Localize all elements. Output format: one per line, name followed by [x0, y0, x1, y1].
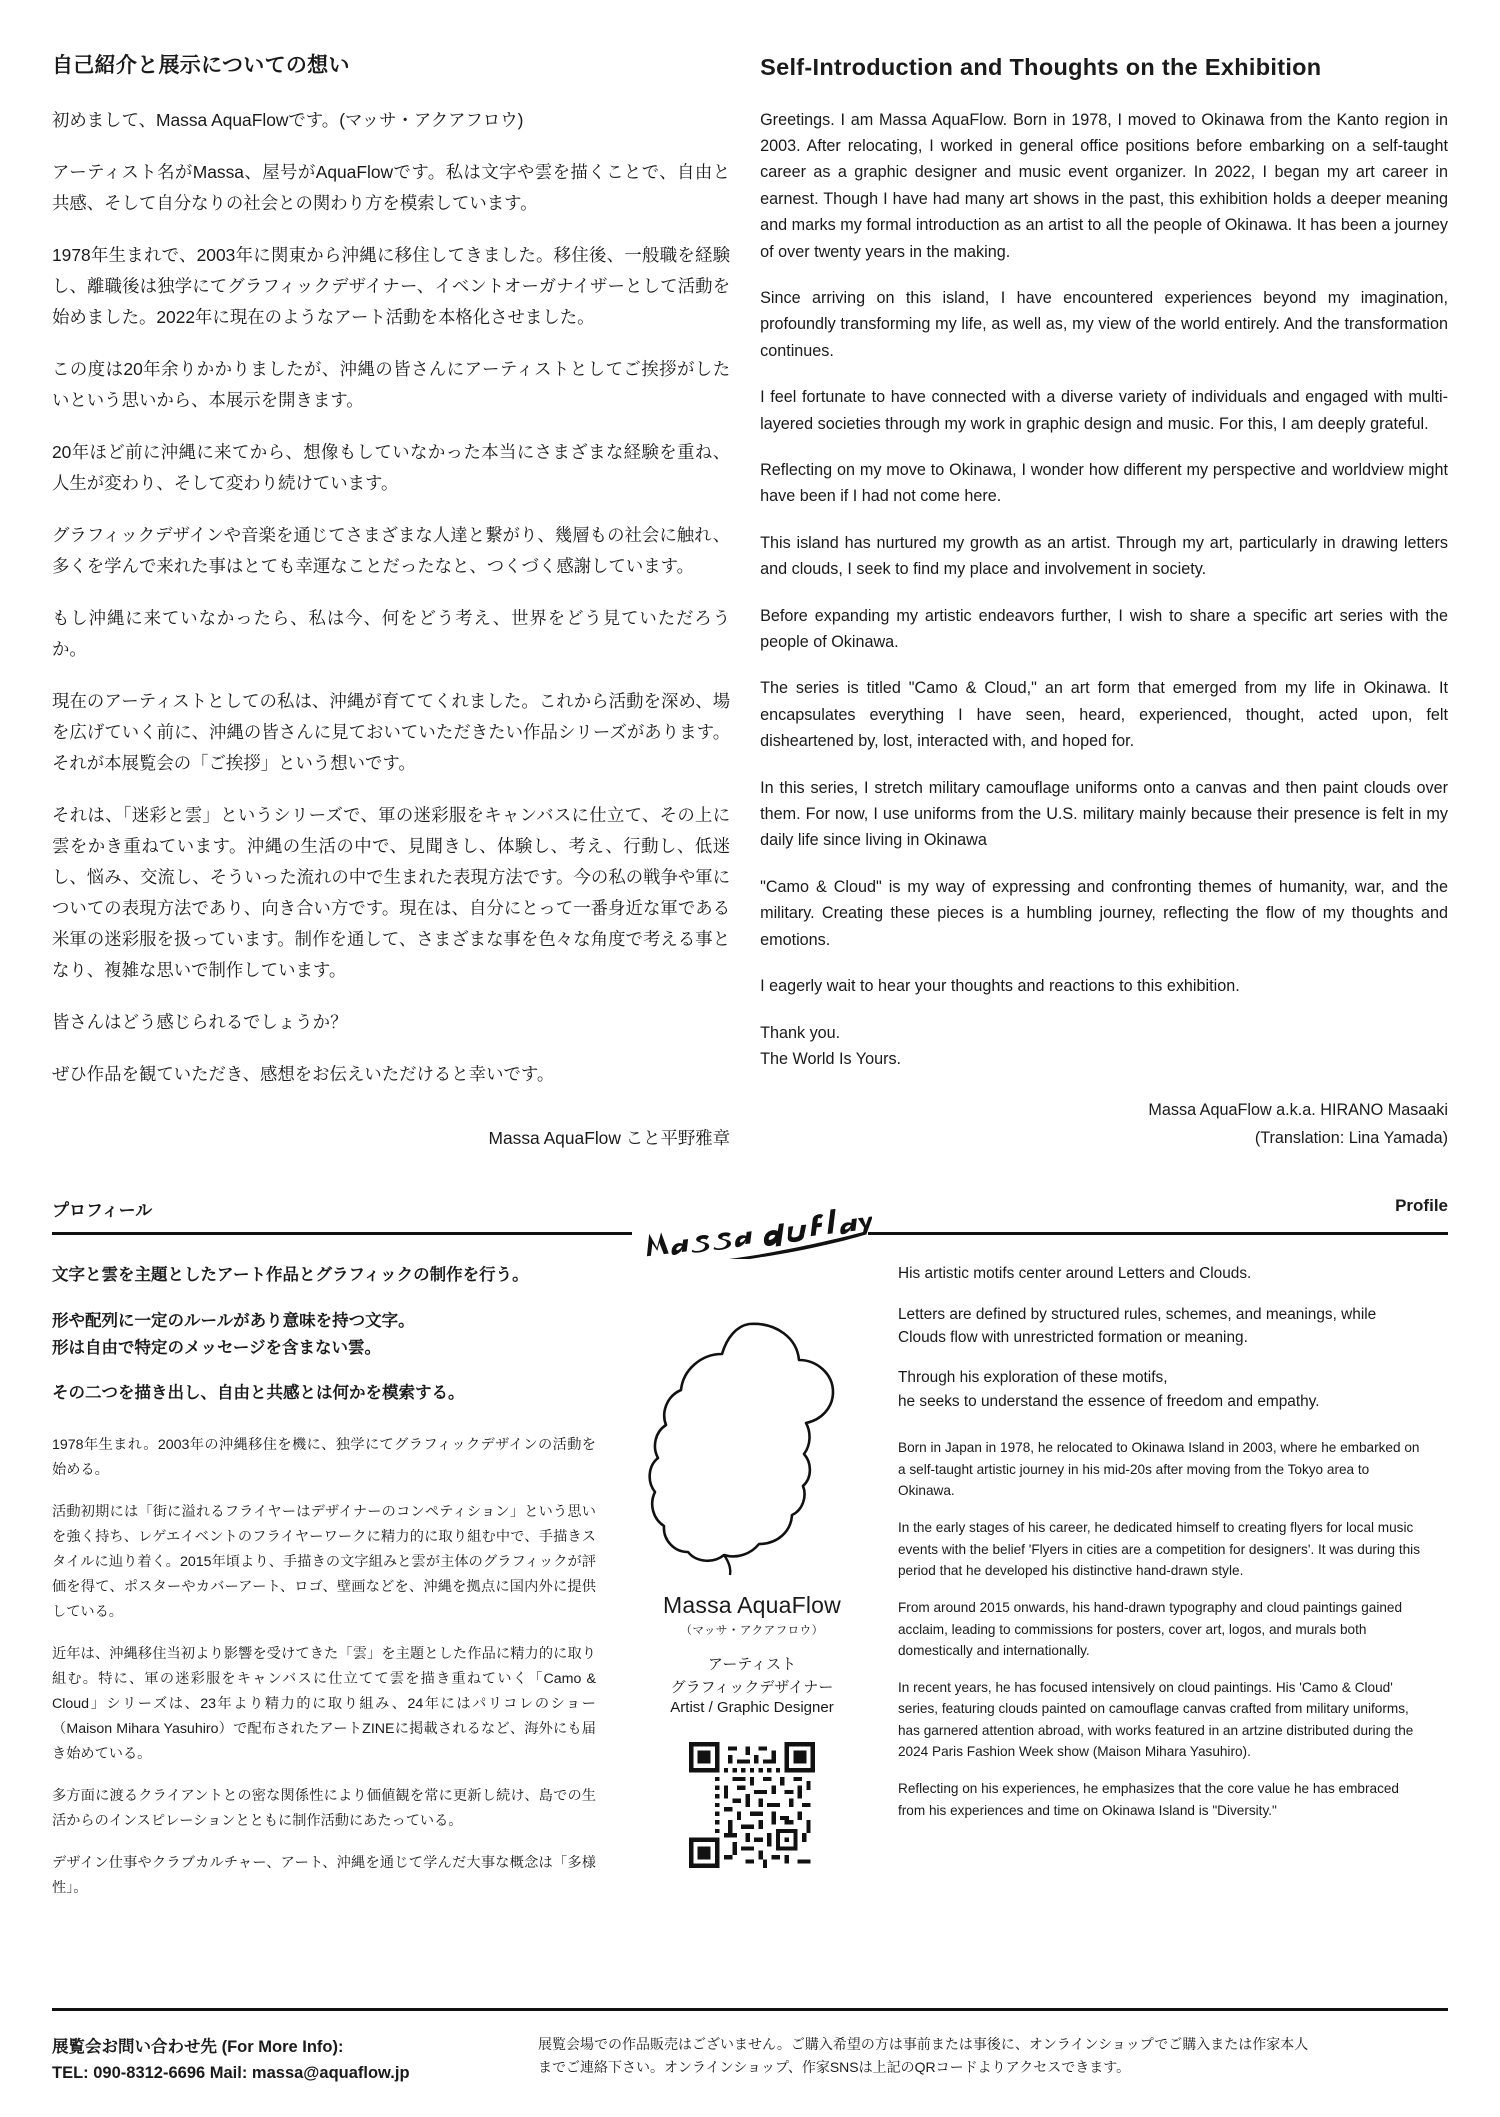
signature-en-translator: (Translation: Lina Yamada)	[1254, 1129, 1448, 1148]
intro-column-japanese	[52, 52, 730, 1152]
profile-divider-right	[868, 1232, 1448, 1235]
profile-body-en: Reflecting on his experiences, he emphasizes that the core value he has embraced from his experiences and time on Okinawa Island is "Diversity."	[898, 1781, 1399, 1818]
intro-closing-ja-line1: 皆さんはどう感じられるでしょうか？	[52, 1011, 348, 1032]
qr-code[interactable]	[689, 1742, 815, 1868]
signature-en-name: Massa AquaFlow a.k.a. HIRANO Masaaki	[1148, 1101, 1448, 1120]
intro-paragraph-en: In this series, I stretch military camouflage uniforms onto a canvas and then paint clouds over them. For now, I use uniforms from the U.S. military mainly because their presence is felt in my daily life since living in Okinawa	[760, 778, 1448, 850]
artist-role-en: Artist / Graphic Designer	[670, 1699, 834, 1717]
profile-body-ja: 活動初期には「街に溢れるフライヤーはデザイナーのコンペティション」という思いを強く持ち、レゲエイベントのフライヤーワークに精力的に取り組む中で、手描きスタイルに辿り着く。2015年頃より、手描きの文字組みと雲が主体のグラフィックが評価を得て、ポスターやカバーアート、ロゴ、壁画などを、沖縄を拠点に国内外に提供している。	[52, 1504, 596, 1620]
profile-lead-ja-line-b: 形は自由で特定のメッセージを含まない雲。	[52, 1338, 382, 1357]
artist-role-ja-1: アーティスト	[707, 1656, 797, 1674]
intro-paragraph-en: I feel fortunate to have connected with a diverse variety of individuals and engaged with multi-layered societies through my work in graphic design and music. For this, I am deeply grateful.	[760, 388, 1448, 433]
intro-paragraph-en: Greetings. I am Massa AquaFlow. Born in 1978, I moved to Okinawa from the Kanto region in 2003. After relocating, I worked in general office positions before embarking on a self-taught career as a graphic designer and music event organizer. In 2022, I began my art career in earnest. Though I have had many art shows in the past, this exhibition holds a deeper meaning and marks my formal introduction as an artist to all the people of Okinawa. It has been a journey of over twenty years in the making.	[760, 110, 1448, 261]
intro-paragraph-en: Since arriving on this island, I have encountered experiences beyond my imagination, profoundly transforming my life, as well as, my view of the world entirely. And the transformation continues.	[760, 288, 1448, 360]
profile-column-identity	[622, 1262, 882, 1918]
footer-divider	[52, 2008, 1448, 2011]
intro-paragraph-ja: 20年ほど前に沖縄に来てから、想像もしていなかった本当にさまざまな経験を重ね、人生が変わり、そして変わり続けています。	[52, 442, 731, 494]
artist-role-ja-2: グラフィックデザイナー	[670, 1679, 834, 1697]
intro-paragraph-en: The series is titled "Camo & Cloud," an art form that emerged from my life in Okinawa. It encapsulates everything I have seen, heard, experienced, thought, acted upon, felt disheartened by, lost, interacted with, and hoped for.	[760, 679, 1448, 751]
profile-lead-ja-line-a: 形や配列に一定のルールがあり意味を持つ文字。	[52, 1311, 415, 1330]
intro-paragraph-en: I eagerly wait to hear your thoughts and reactions to this exhibition.	[760, 977, 1240, 996]
intro-paragraph-en: Reflecting on my move to Okinawa, I wonder how different my perspective and worldview might have been if I had not come here.	[760, 461, 1448, 506]
profile-lead-en-line-a: Through his exploration of these motifs,	[898, 1369, 1168, 1387]
intro-closing-ja-line2: ぜひ作品を観ていただき、感想をお伝えいただけると幸いです。	[52, 1063, 555, 1084]
intro-paragraph-ja: アーティスト名がMassa、屋号がAquaFlowです。私は文字や雲を描くことで、自由と共感、そして自分なりの社会との関わり方を模索しています。	[52, 162, 731, 214]
profile-lead-en: Letters are defined by structured rules, schemes, and meanings, while Clouds flow with unrestricted formation or meaning.	[898, 1305, 1377, 1346]
intro-column-english	[760, 52, 1448, 1152]
profile-body	[0, 1262, 1500, 1918]
footer-contact-title: 展覧会お問い合わせ先 (For More Info):	[52, 2038, 344, 2056]
profile-lead-en-pair	[898, 1366, 1428, 1413]
intro-paragraph-en: "Camo & Cloud" is my way of expressing and confronting themes of humanity, war, and the military. Creating these pieces is a humbling journey, reflecting the flow of my thoughts and emotions.	[760, 877, 1448, 949]
profile-divider-left	[52, 1232, 632, 1235]
profile-header	[52, 1196, 1448, 1258]
footer-contact	[52, 2033, 532, 2083]
artist-name-kana: （マッサ・アクアフロウ）	[680, 1625, 824, 1638]
profile-body-en: In the early stages of his career, he dedicated himself to creating flyers for local music events with the belief 'Flyers in cities are a competition for designers'. It was during this period that he developed his distinctive hand-drawn style.	[898, 1520, 1420, 1578]
footer-contact-line[interactable]: TEL: 090-8312-6696 Mail: massa@aquaflow.jp	[52, 2064, 410, 2082]
cloud-illustration-icon	[645, 1316, 860, 1576]
profile-lead-en-line-b: he seeks to understand the essence of freedom and empathy.	[898, 1392, 1320, 1410]
intro-paragraph-ja: それは、「迷彩と雲」というシリーズで、軍の迷彩服をキャンバスに仕立て、その上に雲をかき重ねています。沖縄の生活の中で、見聞きし、体験し、考え、行動し、低迷し、悩み、交流し、そういった流れの中で生まれた表現方法です。今の私の戦争や軍についての表現方法であり、向き合い方です。現在は、自分にとって一番身近な軍である米軍の迷彩服を扱っています。制作を通して、さまざまな事を色々な角度で考える事となり、複雑な思いで制作しています。	[52, 804, 731, 980]
profile-body-en: Born in Japan in 1978, he relocated to Okinawa Island in 2003, where he embarked on a self-taught artistic journey in his mid-20s after moving from the Tokyo area to Okinawa.	[898, 1440, 1420, 1498]
profile-body-ja: 近年は、沖縄移住当初より影響を受けてきた「雲」を主題とした作品に精力的に取り組む。特に、軍の迷彩服をキャンバスに仕立てて雲を描き重ねていく「Camo & Cloud」シリーズは、23年より精力的に取り組み、24年にはパリコレのショー（Maison Mihara Yasuhiro）で配布されたアートZINEに掲載されるなど、海外にも届き始めている。	[52, 1645, 596, 1762]
thanks-line-1: Thank you.	[760, 1023, 841, 1042]
intro-paragraph-ja: グラフィックデザインや音楽を通じてさまざまな人達と繋がり、幾層もの社会に触れ、多くを学んで来れた事はとても幸運なことだったなと、つくづく感謝しています。	[52, 524, 731, 576]
footer-note	[532, 2033, 1448, 2083]
intro-paragraph-ja: この度は20年余りかかりましたが、沖縄の皆さんにアーティストとしてご挨拶がしたいという思いから、本展示を開きます。	[52, 359, 731, 411]
profile-lead-ja-pair	[52, 1308, 596, 1361]
footer-note-line-1: 展覧会場での作品販売はございません。ご購入希望の方は事前または事後に、オンラインショップでご購入または作家本人	[538, 2036, 1309, 2052]
profile-body-en: In recent years, he has focused intensively on cloud paintings. His 'Camo & Cloud' series, featuring clouds painted on camouflage canvas crafted from military uniforms, has garnered attention abroad, with works featured in an artzine distributed during the 2024 Paris Fashion Week show (Maison Mihara Yasuhiro).	[898, 1680, 1414, 1760]
footer	[52, 2008, 1448, 2083]
profile-body-ja: 多方面に渡るクライアントとの密な関係性により価値観を常に更新し続け、島での生活からのインスピレーションとともに制作活動にあたっている。	[52, 1787, 596, 1829]
profile-lead-ja: 文字と雲を主題としたアート作品とグラフィックの制作を行う。	[52, 1266, 529, 1285]
intro-paragraph-ja: 1978年生まれで、2003年に関東から沖縄に移住してきました。移住後、一般職を経験し、離職後は独学にてグラフィックデザイナー、イベントオーガナイザーとして活動を始めました。2022年に現在のようなアート活動を本格化させました。	[52, 245, 731, 328]
profile-column-japanese	[52, 1262, 622, 1918]
intro-paragraph-en: Before expanding my artistic endeavors further, I wish to share a specific art series with the people of Okinawa.	[760, 606, 1448, 652]
signature-ja: Massa AquaFlow こと平野雅章	[488, 1127, 731, 1148]
profile-body-en: From around 2015 onwards, his hand-drawn typography and cloud paintings gained acclaim, leading to commissions for posters, cover art, logos, and murals both domestically and internationally.	[898, 1600, 1403, 1658]
thanks-line-2: The World Is Yours.	[760, 1049, 902, 1068]
profile-label-ja: プロフィール	[52, 1201, 153, 1221]
intro-title-ja: 自己紹介と展示についての想い	[52, 54, 350, 77]
intro-paragraph-ja: 現在のアーティストとしての私は、沖縄が育ててくれました。これから活動を深め、場を広げていく前に、沖縄の皆さんに見ておいていただきたい作品シリーズがあります。それが本展覧会の「ご挨拶」という想いです。	[52, 690, 731, 773]
profile-label-en: Profile	[1395, 1196, 1448, 1216]
artist-name: Massa AquaFlow	[663, 1592, 841, 1619]
intro-paragraph-ja: もし沖縄に来ていなかったら、私は今、何をどう考え、世界をどう見ていただろうか。	[52, 607, 731, 659]
profile-body-ja: 1978年生まれ。2003年の沖縄移住を機に、独学にてグラフィックデザインの活動を始める。	[52, 1437, 596, 1479]
intro-title-en: Self-Introduction and Thoughts on the Exhibition	[760, 54, 1322, 80]
profile-column-english	[882, 1262, 1428, 1918]
intro-paragraph-en: This island has nurtured my growth as an artist. Through my art, particularly in drawing letters and clouds, I seek to find my place and involvement in society.	[760, 533, 1448, 579]
profile-lead-en: His artistic motifs center around Letters and Clouds.	[898, 1265, 1252, 1283]
footer-note-line-2: までご連絡下さい。オンラインショップ、作家SNSは上記のQRコードよりアクセスできます。	[538, 2058, 1131, 2075]
profile-body-ja: デザイン仕事やクラブカルチャー、アート、沖縄を通じて学んだ大事な概念は「多様性」。	[52, 1854, 596, 1896]
intro-paragraph-ja: 初めまして、Massa AquaFlowです。(マッサ・アクアフロウ)	[52, 110, 524, 131]
profile-lead-ja: その二つを描き出し、自由と共感とは何かを模索する。	[52, 1384, 465, 1403]
